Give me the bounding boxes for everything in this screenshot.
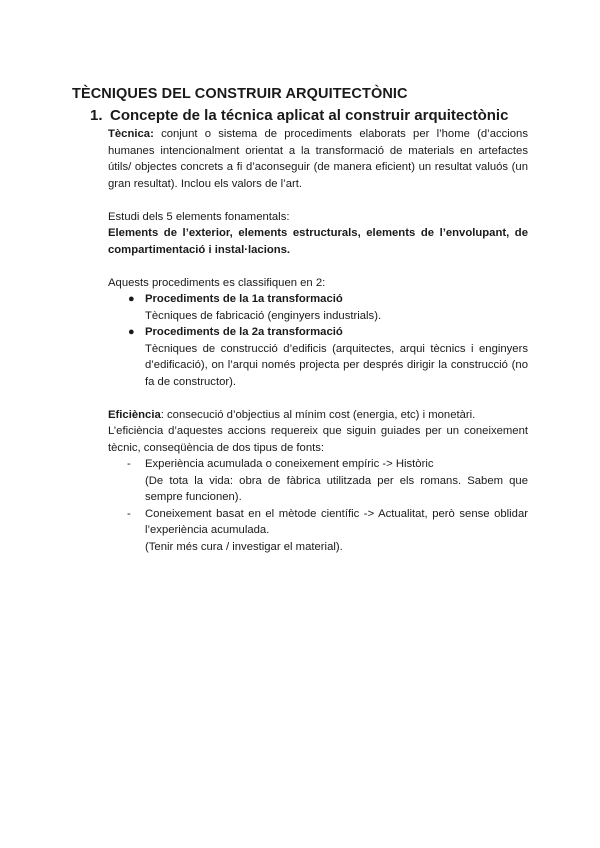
source-main: Coneixement basat en el mètode científic -> Actualitat, però sense oblidar l’experiència acumulada. — [145, 507, 528, 536]
spacer — [108, 192, 528, 209]
procediment-title: Procediments de la 1a transformació — [145, 293, 343, 305]
elements-intro: Estudi dels 5 elements fonamentals: — [108, 210, 290, 223]
procediment-description: Tècniques de fabricació (enginyers industrials). — [145, 309, 382, 322]
eficiencia-definition: : consecució d’objectius al mínim cost (energia, etc) i monetàri. — [160, 408, 476, 421]
sources-list — [108, 456, 528, 555]
list-item — [108, 324, 528, 390]
procediment-title: Procediments de la 2a transformació — [145, 326, 343, 338]
list-item — [108, 506, 528, 556]
spacer — [108, 258, 528, 275]
eficiencia-explanation: L’eficiència d’aquestes accions requereix que siguin guiades per un coneixement tècnic, conseqüència de dos tipus de fonts: — [108, 425, 528, 454]
eficiencia-term: Eficiència — [108, 408, 161, 421]
elements-list — [108, 225, 528, 258]
tecnica-paragraph — [108, 126, 528, 192]
source-main: Experiència acumulada o coneixement empíric -> Històric — [145, 458, 434, 470]
bullet-icon: ● — [128, 326, 135, 338]
bullet-icon: ● — [128, 293, 135, 305]
section-number: 1. — [90, 107, 103, 124]
dash-icon: - — [127, 458, 131, 470]
list-item — [108, 456, 528, 506]
spacer — [108, 390, 528, 407]
source-note: (Tenir més cura / investigar el material). — [145, 540, 343, 553]
procediments-list — [108, 291, 528, 390]
list-item — [108, 291, 528, 324]
dash-icon: - — [127, 507, 131, 520]
tecnica-definition: conjunt o sistema de procediments elaborats per l’home (d’accions humanes intencionalment orientat a la transformació de materials en artefactes útils/ objectes concrets a fi d’aconseguir (de manera eficient) un resultat valuós (un gran resultat). Inclou els valors de l’art. — [108, 128, 528, 190]
section-heading-text: Concepte de la técnica aplicat al construir arquitectònic — [110, 107, 509, 124]
elements-list-text: Elements de l’exterior, elements estructurals, elements de l’envolupant, de compartimentació i instal·lacions. — [108, 227, 528, 256]
section-heading — [90, 107, 508, 124]
section-content — [108, 126, 528, 555]
procediment-description: Tècniques de construcció d’edificis (arquitectes, arqui tècnics i enginyers d’edificació), on l’arqui només projecta per després dirigir la construcció (no fa de constructor). — [145, 342, 528, 388]
source-note: (De tota la vida: obra de fàbrica utilitzada per els romans. Sabem que sempre funcionen). — [145, 474, 528, 503]
document-title: TÈCNIQUES DEL CONSTRUIR ARQUITECTÒNIC — [72, 86, 408, 102]
procediments-intro: Aquests procediments es classifiquen en 2: — [108, 276, 326, 289]
tecnica-term: Tècnica: — [108, 128, 154, 140]
eficiencia-paragraph — [108, 407, 528, 424]
